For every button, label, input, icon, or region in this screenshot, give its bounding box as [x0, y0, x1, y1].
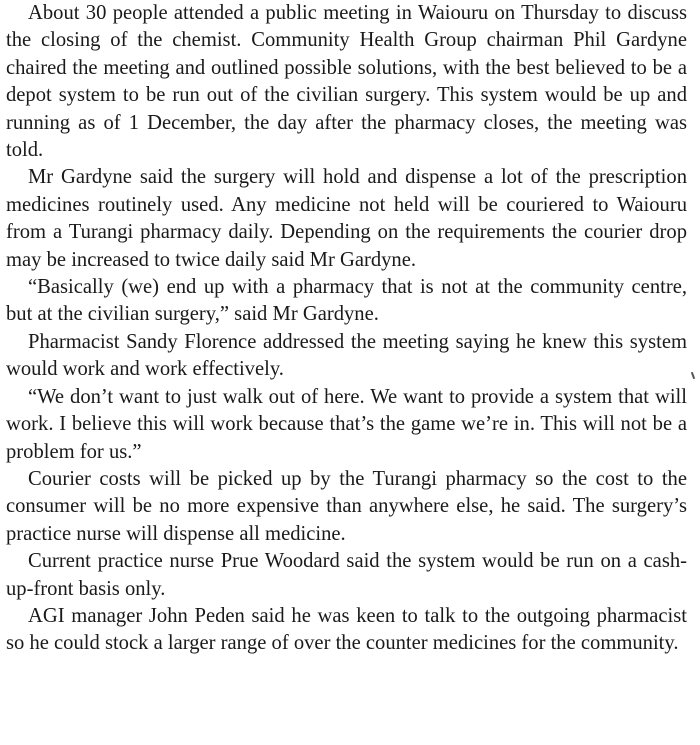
paragraph-8: AGI manager John Peden said he was keen to talk to the outgoing pharmacist so he could stock a larger range of over the counter medicines for the community. [6, 604, 687, 655]
paragraph-6: Courier costs will be picked up by the Turangi pharmacy so the cost to the consumer will be no more expensive than anywhere else, he said. The surgery’s practice nurse will dispense all medicine. [6, 467, 687, 545]
paragraph-5: “We don’t want to just walk out of here. We want to provide a system that will work. I believe this will work because that’s the game we’re in. This will not be a problem for us.” [6, 385, 687, 463]
paragraph-7: Current practice nurse Prue Woodard said the system would be run on a cash-up-front basis only. [6, 550, 687, 600]
article-body [6, 0, 687, 658]
paragraph-4: Pharmacist Sandy Florence addressed the meeting saying he knew this system would work and work effectively. [6, 330, 687, 381]
scan-speck [691, 372, 695, 379]
paragraph-3: “Basically (we) end up with a pharmacy that is not at the community centre, but at the civilian surgery,” said Mr Gardyne. [6, 276, 687, 326]
paragraph-1: About 30 people attended a public meeting in Waiouru on Thursday to discuss the closing of the chemist. Community Health Group chairman Phil Gardyne chaired the meeting and outlined possible solutions, with the best believed to be a depot system to be run out of the civilian surgery. This system would be up and running as of 1 December, the day after the pharmacy closes, the meeting was told. [6, 2, 687, 162]
paragraph-2: Mr Gardyne said the surgery will hold and dispense a lot of the prescription medicines routinely used. Any medicine not held will be couriered to Waiouru from a Turangi pharmacy daily. Depending on the requirements the courier drop may be increased to twice daily said Mr Gardyne. [6, 166, 687, 271]
